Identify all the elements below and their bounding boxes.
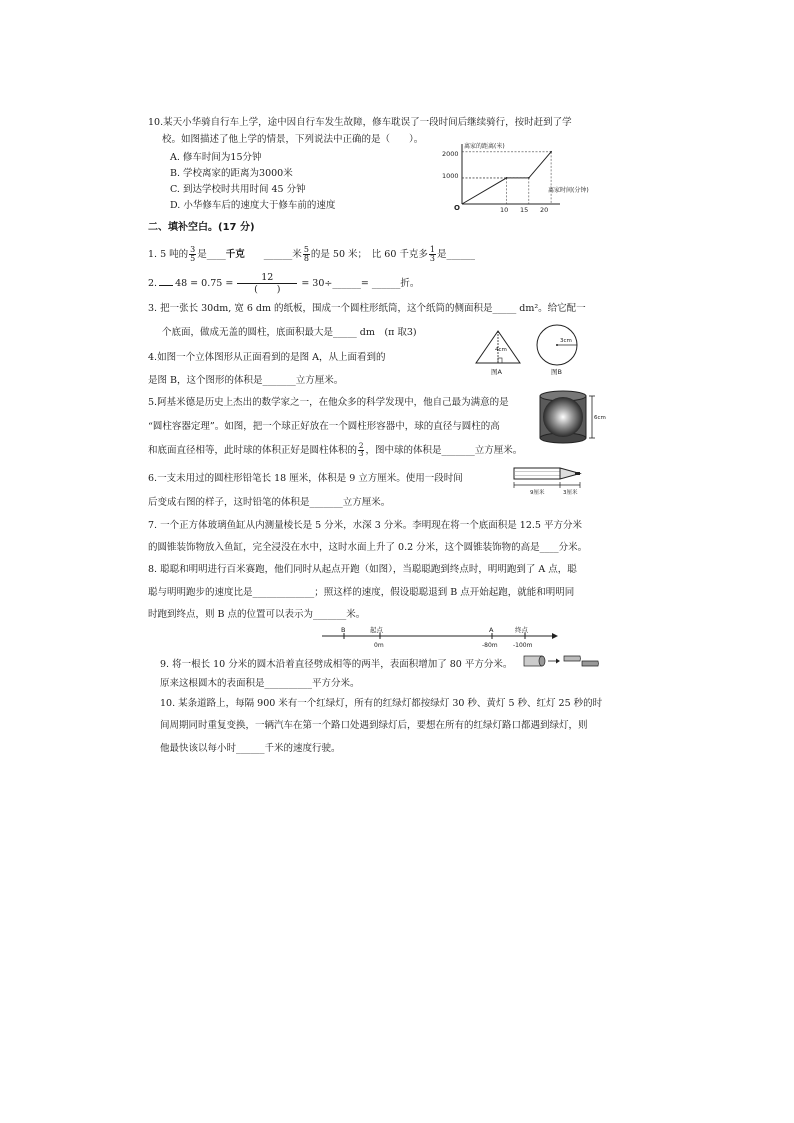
pencil-body [514,468,560,479]
q1-f3-denominator: 3 [429,254,436,263]
q9-line1: 9. 将一根长 10 分米的圆木沿着直径劈成相等的两半，表面积增加了 80 平方分米。 [160,659,513,670]
data-point-20 [550,151,552,153]
point-a: A [489,626,494,634]
q2-part-c: = 30÷______= ______折。 [301,278,420,289]
q4-line2: 是图 B，这个图形的体积是_______立方厘米。 [148,375,344,386]
log-half-1 [564,656,580,661]
log-half-2 [582,661,598,666]
finish-value: -100m [513,642,533,649]
q8-line2: 聪与明明跑步的速度比是_____________；照这样的速度，假设聪聪退到 B 点开始起跑，就能和明明同 [148,587,575,598]
q10b-line3: 他最快该以每小时______千米的速度行驶。 [160,743,341,754]
q1-f2-denominator: 8 [303,254,309,263]
q1-fraction-3 [429,246,436,263]
fig-a-right-angle [498,358,502,363]
q7-line2: 的圆锥装饰物放入鱼缸，完全浸没在水中，这时水面上升了 0.2 分米，这个圆锥装饰物的高是____分米。 [148,542,588,553]
q10-line2: 校。如图描述了他上学的情景，下列说法中正确的是（ ）。 [162,134,424,145]
q10-option-b: B. 学校离家的距离为3000米 [170,168,293,179]
q10-option-a: A. 修车时间为15分钟 [170,152,262,163]
q1-part-b: 是 [197,249,207,260]
q10b-line2: 间周期同时重复变换，一辆汽车在第一个路口处遇到绿灯后，要想在所有的红绿灯路口都遇到绿灯，则 [160,720,588,731]
q5-cylinder-sphere-figure [538,390,608,445]
data-point-15 [528,177,530,179]
q5-line3-part-b: ，图中球的体积是_______立方厘米。 [365,445,523,456]
q1-fraction-1 [189,246,196,263]
fig-a-caption: 图A [491,368,502,376]
q5-line1: 5.阿基米德是历史上杰出的数学家之一，在他众多的科学发现中，他自己最为满意的是 [148,397,509,408]
fig-a-label: 4cm [495,347,507,353]
q8-number-line [320,626,560,652]
distance-time-chart [440,140,620,212]
q2-fraction [237,272,297,295]
chart-xtick-15: 15 [520,206,529,214]
q9-log-figure [520,652,600,672]
q6-line1: 6.一支未用过的圆柱形铅笔长 18 厘米，体积是 9 立方厘米。使用一段时间 [148,473,463,484]
q4-line1: 4.如图一个立体图形从正面看到的是图 A，从上面看到的 [148,352,386,363]
q1-f1-denominator: 5 [190,254,196,263]
q1-handwritten-answer: 千克 [225,249,245,260]
q1: 1. 5 吨的 $\frac{3}{5}$ 是____千克 ______米 $\frac{5}{8}$ 的是 50 米； 比 60 千克多 $\frac{1}{3}$ 是______ [148,245,476,263]
q2-part-b: 48 = 0.75 = [175,278,234,289]
q5-line3 [148,443,522,458]
q8-line3: 时跑到终点，则 B 点的位置可以表示为_______米。 [148,609,366,620]
pencil-lead [575,472,580,475]
chart-origin: O [454,204,460,212]
q1-f3-numerator: 1 [429,245,436,254]
q10-line1: 10.某天小华骑自行车上学，途中因自行车发生故障，修车耽误了一段时间后继续骑行，按时赶到了学 [148,117,572,128]
q1-part-a: 1. 5 吨的 [148,249,189,260]
fig-b-label: 3cm [560,338,572,344]
q2-bracket-blank [159,285,173,286]
chart-xtick-10: 10 [500,206,509,214]
q1-part-c: 米 [292,249,302,260]
q8-line1: 8. 聪聪和明明进行百米赛跑，他们同时从起点开跑（如图），当聪聪跑到终点时，明明跑到了 A 点，聪 [148,564,577,575]
q3-line2: 个底面，做成无盖的圆柱，底面积最大是_____ dm (π 取3) [162,327,417,338]
q7-line1: 7. 一个正方体玻璃鱼缸从内测量棱长是 5 分米，水深 3 分米。李明现在将一个底面积是 12.5 平方分米 [148,520,582,531]
finish-label: 终点 [515,626,528,634]
chart-ytick-2000: 2000 [442,150,459,158]
q1-f2-numerator: 5 [303,245,309,254]
q1-fraction-2 [303,246,310,263]
fig-b-center [556,344,558,346]
q6-line2: 后变成右图的样子，这时铅笔的体积是_______立方厘米。 [148,497,391,508]
pencil-label-tip: 3厘米 [563,490,578,496]
point-b: B [341,626,346,634]
q2-number: 2. [148,278,158,289]
q3-line1: 3. 把一张长 30dm, 宽 6 dm 的纸板，围成一个圆柱形纸筒，这个纸筒的侧面积是_____ dm²。给它配一 [148,303,586,314]
chart-xtick-20: 20 [540,206,549,214]
pencil-label-body: 9厘米 [530,490,545,496]
q5-denominator: 3 [359,450,364,458]
q2-denominator: ( ) [254,284,281,295]
chart-xlabel: 离家时间(分钟) [548,187,589,194]
q10b-line1: 10. 某条道路上，每隔 900 米有一个红绿灯，所有的红绿灯都按绿灯 30 秒、黄灯 5 秒、红灯 25 秒的时 [160,698,603,709]
q10-option-c: C. 到达学校时共用时间 45 分钟 [170,184,306,195]
q4-figures [470,325,590,380]
q5-numerator: 2 [359,442,364,450]
chart-ylabel: 离家的距离(米) [464,143,505,150]
chart-ytick-1000: 1000 [442,172,459,180]
q9-line2: 原来这根圆木的表面积是__________平方分米。 [160,678,360,689]
q5-fraction [358,443,364,458]
height-label: 6cm [594,415,606,421]
q10-option-d: D. 小华修车后的速度大于修车前的速度 [170,200,336,211]
q1-f1-numerator: 3 [190,245,196,254]
fig-b-caption: 图B [551,368,562,376]
q2-numerator: 12 [237,272,297,284]
point-a-value: -80m [482,642,498,649]
number-line-arrow [552,633,558,639]
q5-line3-part-a: 和底面直径相等，此时球的体积正好是圆柱体积的 [148,445,358,456]
sphere [543,397,583,437]
start-value: 0m [374,642,384,649]
q1-part-d: 的是 50 米； 比 60 千克多 [310,249,428,260]
q6-pencil-figure [512,465,592,497]
q5-line2: “圆柱容器定理”。如图，把一个球正好放在一个圆柱形容器中，球的直径与圆柱的高 [148,421,500,432]
start-label: 起点 [370,626,383,634]
q2 [148,272,419,295]
section-title: 二、填补空白。(17 分) [148,222,255,233]
q1-part-e: 是______ [437,249,476,260]
